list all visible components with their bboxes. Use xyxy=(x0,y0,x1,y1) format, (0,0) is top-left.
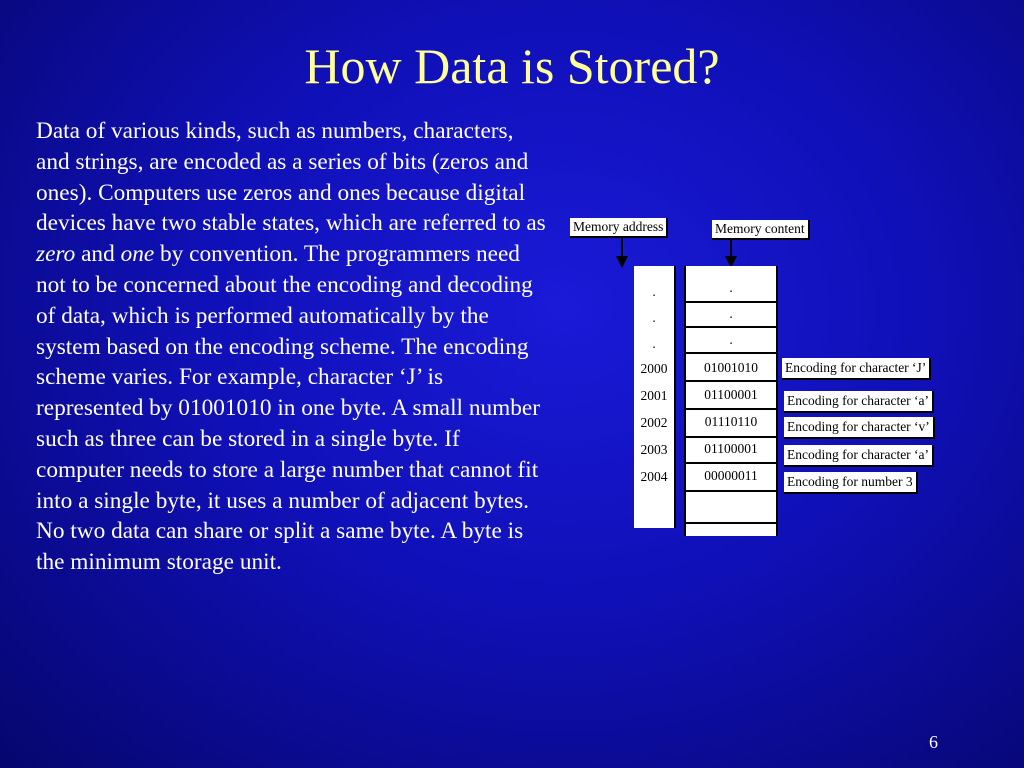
memory-divider xyxy=(686,462,776,464)
address-dot: . xyxy=(652,284,656,299)
memory-divider xyxy=(686,326,776,328)
content-dot: . xyxy=(729,332,733,347)
address-2004: 2004 xyxy=(640,469,668,484)
body-text-em-zero: zero xyxy=(36,241,76,268)
content-2000: 01001010 xyxy=(704,360,758,375)
content-2001: 01100001 xyxy=(704,387,758,402)
content-2003: 01100001 xyxy=(704,441,758,456)
body-text-part2: and xyxy=(75,241,121,268)
address-arrow-shaft xyxy=(621,238,623,258)
address-2000: 2000 xyxy=(640,361,668,376)
encoding-label-2003: Encoding for character ‘a’ xyxy=(784,445,934,467)
body-text xyxy=(36,116,548,578)
body-text-part1: Data of various kinds, such as numbers, characters, and strings, are encoded as a series of bits (zeros and ones). Computers use zeros and ones because digital devices have two stable states, which are referred to as xyxy=(36,118,546,237)
memory-content-label: Memory content xyxy=(712,220,810,240)
address-2003: 2003 xyxy=(640,442,668,457)
memory-divider xyxy=(686,380,776,382)
memory-address-label: Memory address xyxy=(570,218,668,238)
page-number: 6 xyxy=(929,732,938,752)
body-text-part3: by convention. The programmers need not to be concerned about the encoding and decoding of data, which is performed automatically by the system based on the encoding scheme. The encoding scheme varies. For example, character ‘J’ is represented by 01001010 in one byte. A small number such as three can be stored in a single byte. If computer needs to store a large number that cannot fit into a single byte, it uses a number of adjacent bytes. No two data can share or split a same byte. A byte is the minimum storage unit. xyxy=(36,241,541,576)
memory-divider xyxy=(686,436,776,438)
memory-column xyxy=(684,266,778,536)
encoding-label-2002: Encoding for character ‘v’ xyxy=(784,417,935,439)
address-dot: . xyxy=(652,336,656,351)
encoding-label-2004: Encoding for number 3 xyxy=(784,472,918,494)
memory-divider xyxy=(686,301,776,303)
memory-diagram xyxy=(560,210,980,550)
memory-divider xyxy=(686,352,776,354)
body-text-em-one: one xyxy=(120,241,155,268)
address-column xyxy=(634,266,676,528)
encoding-label-2001: Encoding for character ‘a’ xyxy=(784,391,934,413)
content-dot: . xyxy=(729,280,733,295)
address-2002: 2002 xyxy=(640,415,668,430)
slide-title: How Data is Stored? xyxy=(304,38,720,94)
address-2001: 2001 xyxy=(640,388,668,403)
address-dot: . xyxy=(652,310,656,325)
address-arrow-head xyxy=(616,256,628,268)
encoding-label-2000: Encoding for character ‘J’ xyxy=(782,358,931,380)
memory-divider xyxy=(686,490,776,492)
content-2004: 00000011 xyxy=(704,468,758,483)
memory-divider xyxy=(686,522,776,524)
content-dot: . xyxy=(729,306,733,321)
memory-divider xyxy=(686,408,776,410)
content-2002: 01110110 xyxy=(704,414,758,429)
